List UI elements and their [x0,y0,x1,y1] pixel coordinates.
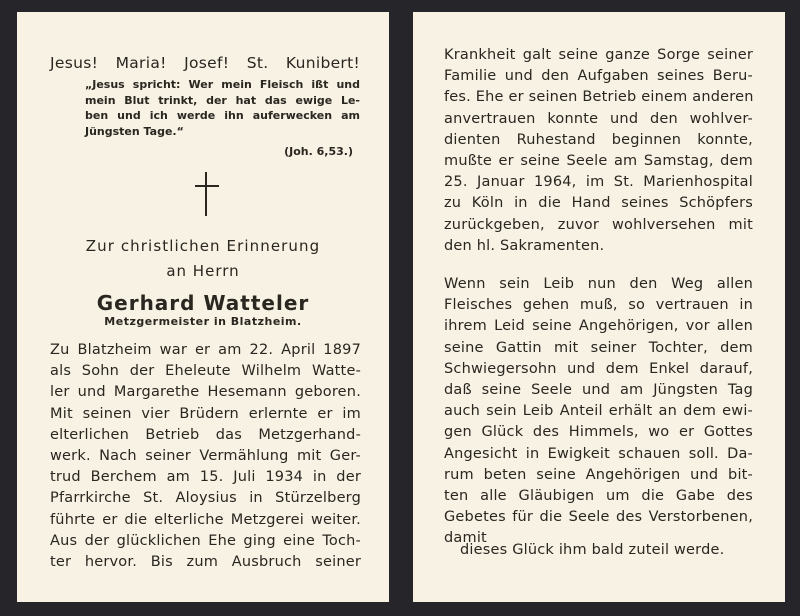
header-invocation: Jesus! Maria! Josef! St. Kunibert! [50,54,360,72]
text-line: 25. Januar 1964, im St. Marienhospital [444,174,753,191]
text-line: Angesicht in Ewigkeit schauen soll. Da- [444,445,753,462]
text-line: Familie und den Aufgaben seines Beru- [444,68,753,85]
text-line: führte er die elterliche Metzgerei weiter. [50,511,361,528]
text-line: seine Gattin mit seiner Tochter, dem [444,339,753,356]
bible-quote [85,77,360,139]
text-line: zurückgeben, zuvor wohlversehen mit [444,216,753,233]
text-line: Krankheit galt seine ganze Sorge seiner [444,47,753,63]
memory-line: Zur christlichen Erinnerung [85,237,321,255]
text-line: ihrem Leid seine Angehörigen, vor allen [444,318,753,335]
text-line: Aus der glücklichen Ehe ging eine Toch- [50,532,361,549]
text-line: Mit seinen vier Brüdern erlernte er im [50,405,361,422]
closing-line: dieses Glück ihm bald zuteil werde. [460,542,725,558]
left-page [17,12,389,602]
text-line: Fleisches gehen muß, so vertrauen in [444,297,753,314]
text-line: Zu Blatzheim war er am 22. April 1897 [50,342,361,358]
quote-line: „Jesus spricht: Wer mein Fleisch ißt und [85,78,360,91]
paragraph-2 [444,274,753,549]
text-line: fes. Ehe er seinen Betrieb einem anderen [444,89,754,106]
text-line: daß seine Seele und am Jüngsten Tag [444,381,753,398]
text-line: rum beten seine Angehörigen und bit- [444,466,753,483]
text-line: werk. Nach seiner Vermählung mit Ger- [50,447,361,464]
text-line: ten alle Gläubigen um die Gabe des [444,487,753,504]
salutation: an Herrn [166,262,240,280]
text-line: dienten Ruhestand beginnen konnte, [444,131,753,148]
latin-cross-icon [192,172,222,218]
text-line: damit [444,530,487,547]
text-line: trud Berchem am 15. Juli 1934 in der [50,469,361,486]
right-page [413,12,785,602]
text-line: anvertrauen konnte und den wohlver- [444,110,753,127]
text-line: ler und Margarethe Hesemann geboren. [50,384,361,401]
quote-line: mein Blut trinkt, der hat das ewige Le- [85,93,360,107]
biography-text [50,340,361,573]
text-line: den hl. Sakramenten. [444,237,605,254]
text-line: elterlichen Betrieb das Metzgerhand- [50,426,361,443]
paragraph-1 [444,45,753,257]
text-line: auch sein Leib Anteil erhält an dem ewi- [444,403,753,420]
text-line: ter hervor. Bis zum Ausbruch seiner [50,553,361,570]
text-line: mußte er seine Seele am Samstag, dem [444,152,753,169]
text-line: zu Köln in die Hand seines Schöpfers [444,195,753,212]
quote-reference: (Joh. 6,53.) [284,145,353,158]
text-line: gen Glück des Himmels, wo er Gottes [444,424,753,441]
text-line: Schwiegersohn und dem Enkel darauf, [444,360,753,377]
text-line: als Sohn der Eheleute Wilhelm Watte- [50,363,361,380]
quote-line: Jüngsten Tage.“ [85,124,184,138]
text-line: Gebetes für die Seele des Verstorbenen, [444,509,753,526]
quote-line: ben und ich werde ihn auferwecken am [85,109,360,122]
occupation-subtitle: Metzgermeister in Blatzheim. [104,315,302,328]
deceased-name: Gerhard Watteler [96,291,310,315]
text-line: Pfarrkirche St. Aloysius in Stürzelberg [50,490,361,507]
text-line: Wenn sein Leib nun den Weg allen [444,276,753,292]
